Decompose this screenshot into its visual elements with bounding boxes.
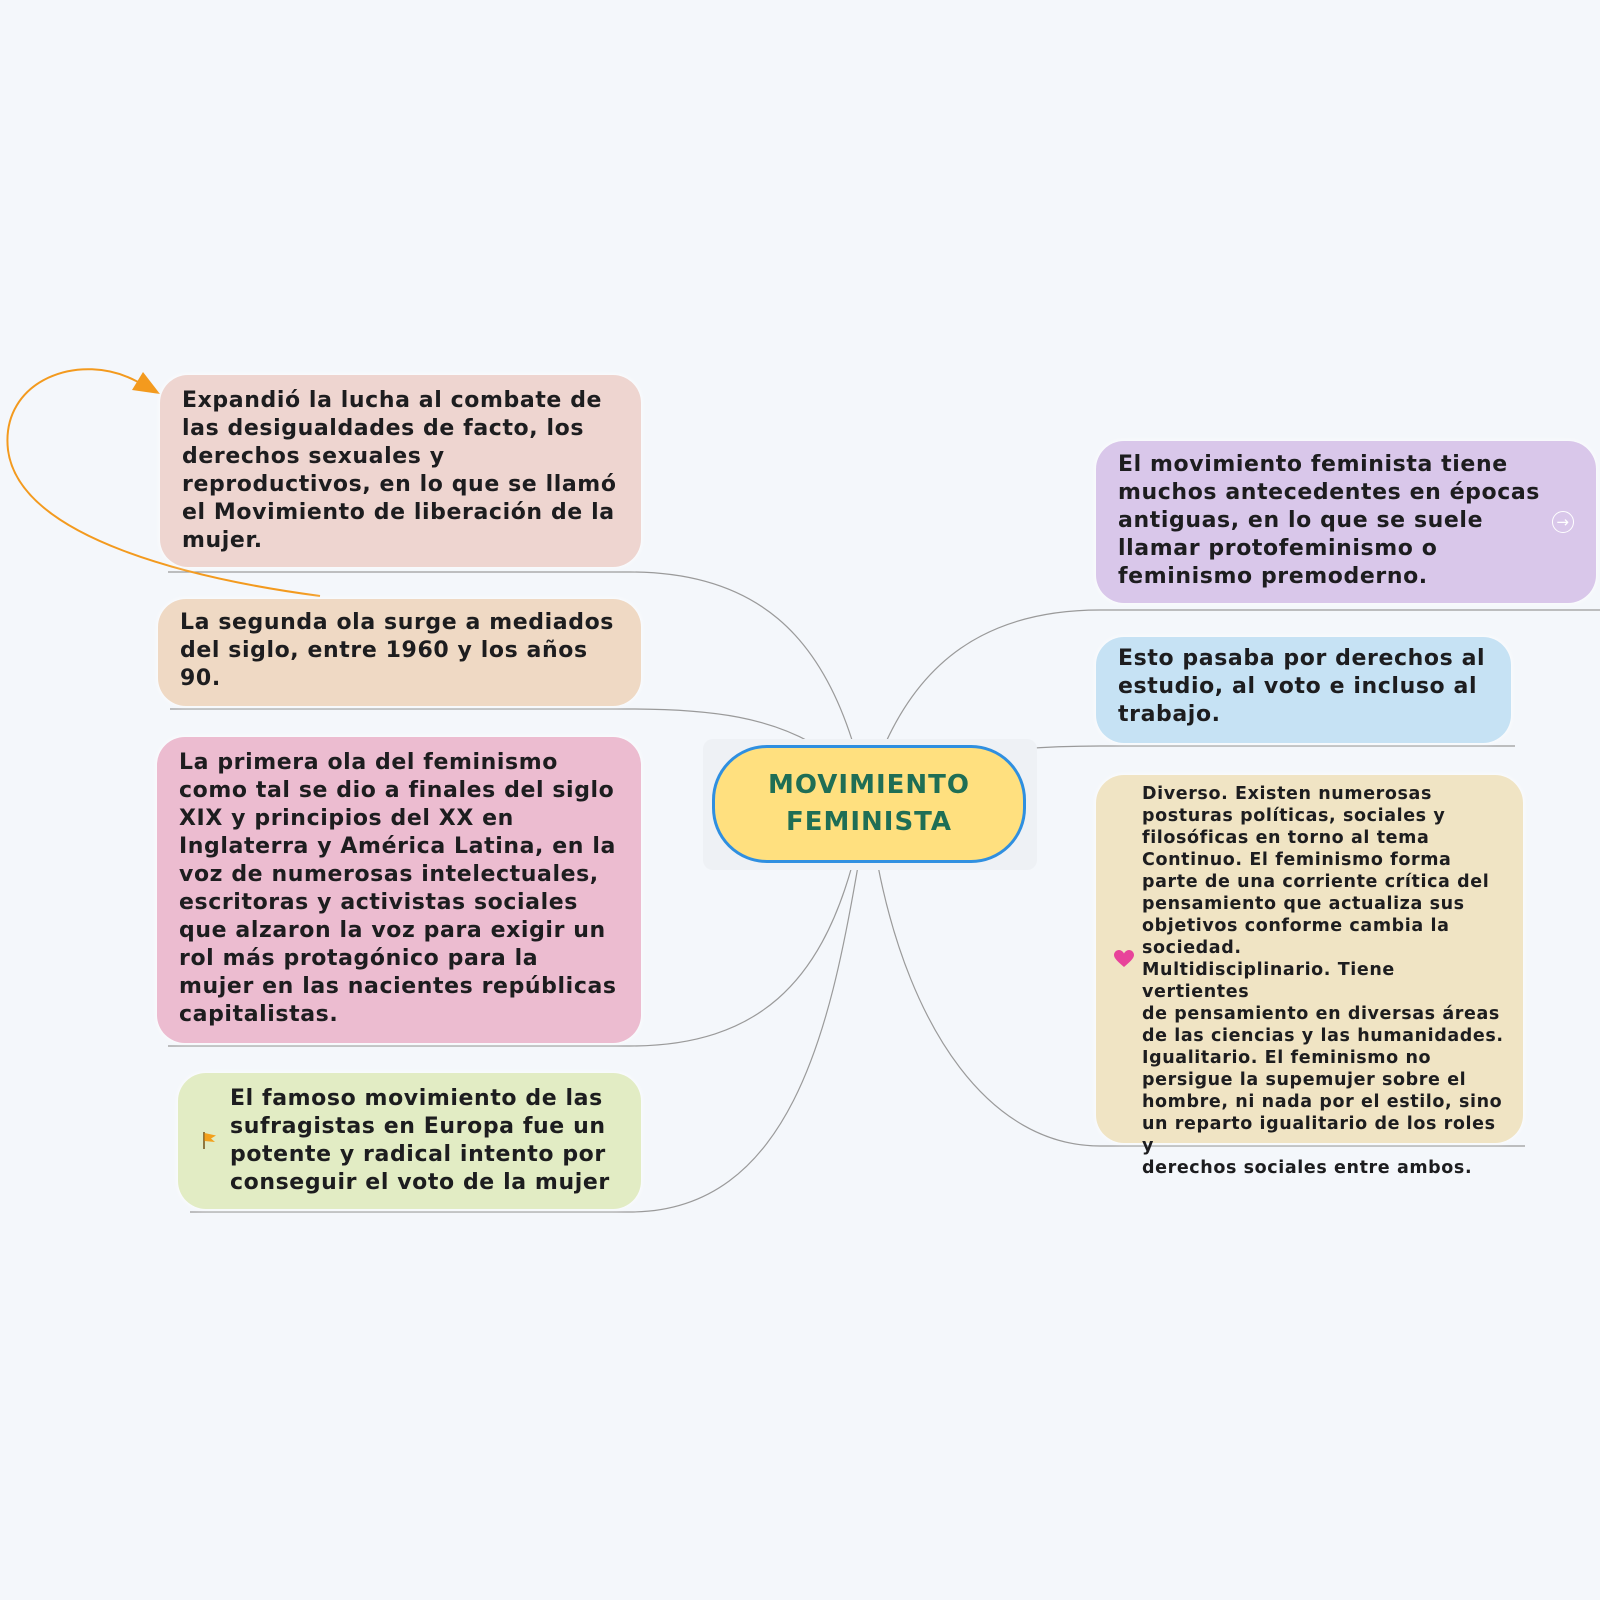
topic-left-1[interactable] <box>160 375 641 567</box>
topic-text: El famoso movimiento de las sufragistas en Europa fue un potente y radical intento por conseguir el voto de la mujer <box>230 1086 610 1195</box>
topic-right-2[interactable] <box>1096 637 1511 743</box>
branch-line-right-2 <box>1006 746 1515 750</box>
topic-text: Esto pasaba por derechos al estudio, al voto e incluso al trabajo. <box>1118 646 1486 727</box>
topic-left-3[interactable] <box>157 737 641 1043</box>
relationship-arrowhead <box>132 372 160 394</box>
central-topic-title: MOVIMIENTO FEMINISTA <box>768 770 970 837</box>
topic-text: El movimiento feminista tiene muchos antecedentes en épocas antiguas, en lo que se suele llamar protofeminismo o feminismo premoderno. <box>1118 452 1540 589</box>
central-topic[interactable] <box>712 745 1026 863</box>
topic-text: La segunda ola surge a mediados del siglo, entre 1960 y los años 90. <box>180 610 615 691</box>
heart-icon <box>1114 950 1134 968</box>
topic-right-1[interactable] <box>1096 441 1596 603</box>
topic-text: La primera ola del feminismo como tal se dio a finales del siglo XIX y principios del XX en Inglaterra y América Latina, en la voz de numerosas intelectuales, escritoras y activistas sociales que alzaron la voz para exigir un rol más protagónico para la mujer en las nacientes repúblicas capitalistas. <box>179 750 617 1027</box>
topic-left-4[interactable] <box>178 1073 641 1209</box>
arrow-right-circle-icon[interactable]: → <box>1552 511 1574 533</box>
flag-icon <box>200 1130 220 1150</box>
topic-right-3[interactable] <box>1096 775 1523 1178</box>
topic-left-2[interactable] <box>158 599 641 706</box>
topic-text: Expandió la lucha al combate de las desigualdades de facto, los derechos sexuales y reproductivos, en lo que se llamó el Movimiento de liberación de la mujer. <box>182 388 617 553</box>
topic-text: Diverso. Existen numerosas posturas políticas, sociales y filosóficas en torno al tema Continuo. El feminismo forma parte de una corriente crítica del pensamiento que actualiza sus objetivos conforme cambia la sociedad. Multidisciplinario. Tiene vertientes de pensamiento en diversas áreas de las ciencias y las humanidades. Igualitario. El feminismo no persigue la supemujer sobre el hombre, ni nada por el estilo, sino un reparto igualitario de los roles y derechos sociales entre ambos. <box>1142 784 1504 1178</box>
